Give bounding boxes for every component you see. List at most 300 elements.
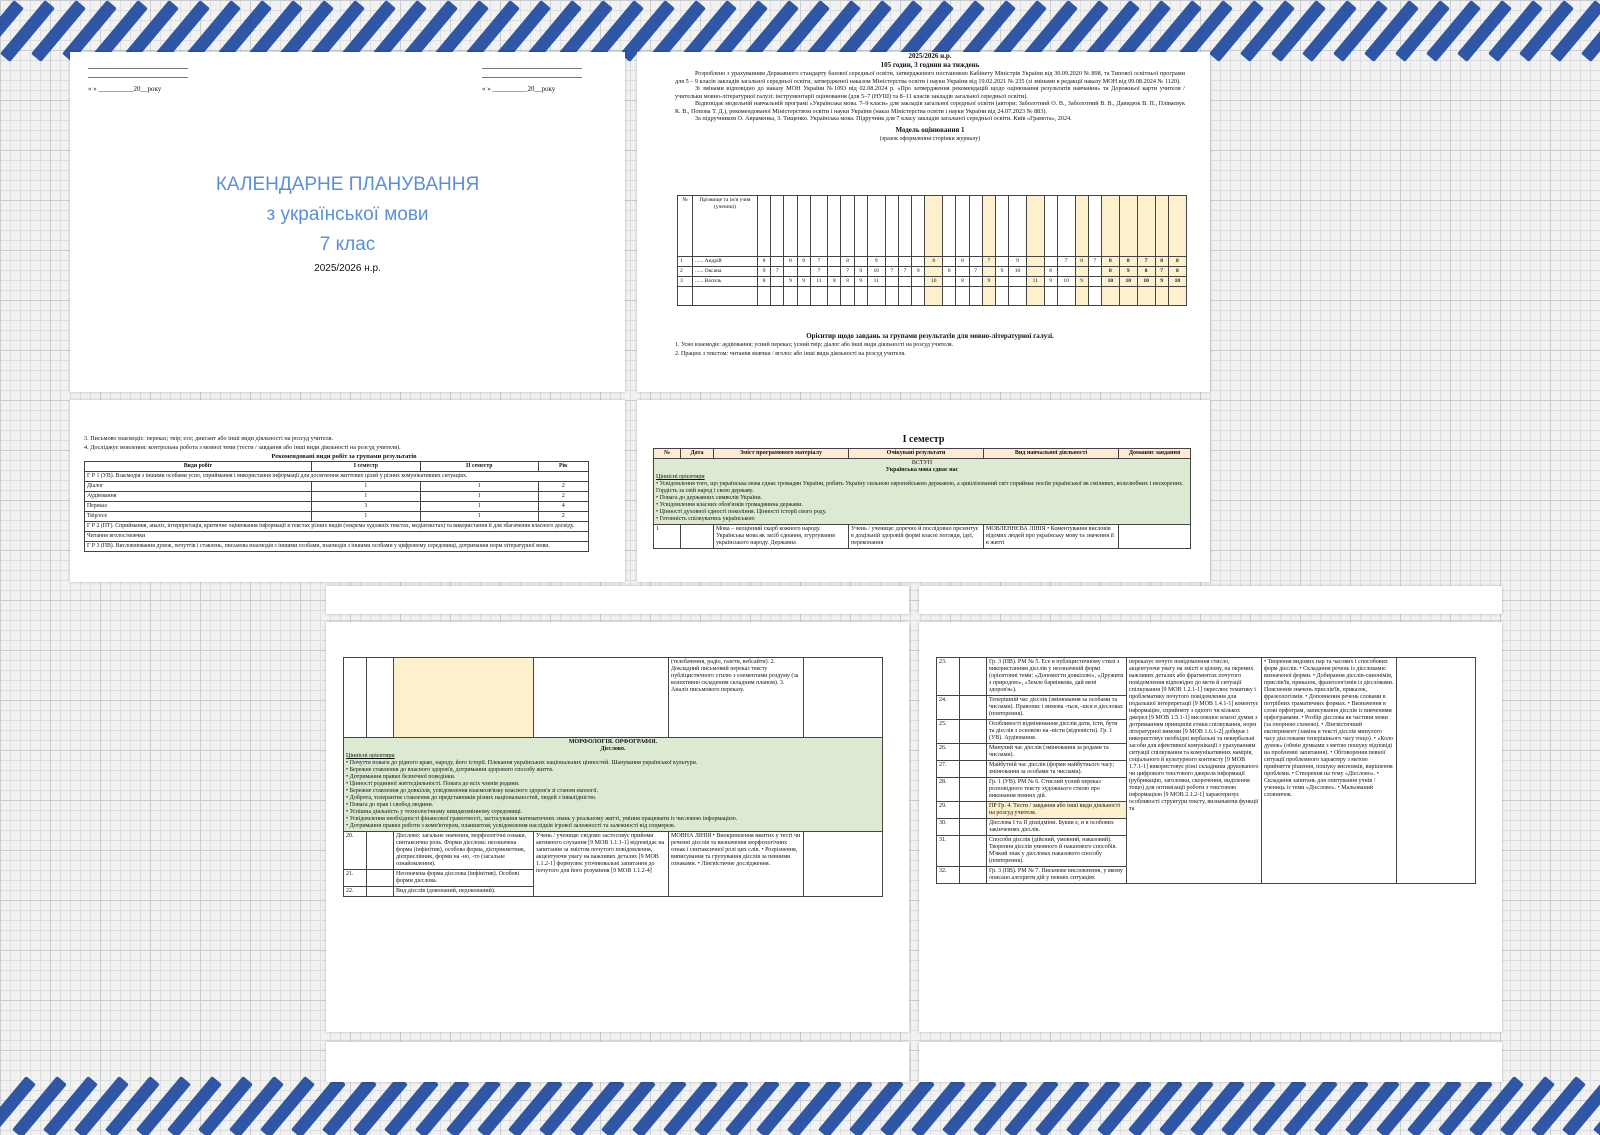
morph-row-date (367, 870, 394, 887)
morph-row-content: Вид дієслів (доконаний, недоконаний). (394, 887, 534, 897)
approval-left (88, 60, 188, 94)
grade-mark: 8 (1155, 257, 1168, 267)
grade-mark: 11 (1026, 277, 1044, 287)
lesson-row-date (960, 867, 987, 884)
grades-date-cell (1168, 196, 1186, 257)
morph-value-item: • Бережне ставлення до довкілля, усвідомлення взаємозв'язку власного здоров'я зі станом екології. (346, 788, 599, 794)
grades-row-name: ...... Оксана (693, 267, 758, 277)
grade-mark: 8 (956, 257, 969, 267)
lesson-row-content: Особливості відмінювання дієслів дати, їсти, бути та дієслів з основою на -вісти (відповісти). Гр. 1 (УВ). Аудіювання. (987, 720, 1127, 744)
grade-mark: 8 (956, 277, 969, 287)
grade-mark: 7 (1088, 257, 1101, 267)
morph-subtitle: Дієслово. (600, 746, 626, 752)
morph-value-text: Повага до прав і свобод людини. (349, 802, 434, 808)
grade-mark: 11 (867, 277, 885, 287)
grade-mark: 8 (1137, 267, 1155, 277)
grades-foot (1168, 287, 1186, 306)
grades-foot (854, 287, 867, 306)
orient-item-2: 2. Працює з текстом: читання мовчки / вголос або інші види діяльності на розсуд учителя. (675, 351, 906, 357)
grade-mark (771, 277, 784, 287)
grade-mark: 11 (810, 277, 828, 287)
lesson-row-date (960, 720, 987, 744)
morph-title: МОРФОЛОГІЯ. ОРФОГРАФІЯ. (568, 739, 658, 745)
grades-foot (758, 287, 771, 306)
grade-mark (885, 257, 898, 267)
lesson-row-content: Теперішній час дієслів (змінювання за особами та числами). Правопис і вимова -ться, -шся в дієсловах (повторення). (987, 696, 1127, 720)
morph-value-text: Успішна діяльність у технологічному швидкозмінному середовищі. (349, 809, 523, 815)
semester-table (653, 448, 1191, 549)
works-line-4: 4. Досліджує мовлення: контрольна робота з мовної теми (тести / завдання або інші види діяльності на розсуд учителя). (84, 444, 401, 451)
next-page-left (326, 1042, 909, 1082)
works-cell: 2 (538, 512, 588, 522)
grades-foot (841, 287, 854, 306)
morph-activity: МОВНА ЛІНІЯ • Виокремлення вжитих у тесті чи реченні дієслів та визначення морфологічних ознак і синтаксичної ролі цих слів. • Розрізнення, виписування та групування дієслів за певними ознаками. • Лінгвістичне дослідження. (669, 832, 804, 897)
next-page-right (919, 1042, 1502, 1082)
grade-mark: 9 (1155, 277, 1168, 287)
grades-foot (969, 287, 982, 306)
morph-values-title: Ціннісні орієнтири (346, 753, 395, 759)
grade-mark: 7 (771, 267, 784, 277)
grades-date-cell (810, 196, 828, 257)
grade-mark: 10 (1168, 277, 1186, 287)
grade-mark: 9 (797, 257, 810, 267)
works-header-sem1: I семестр (311, 462, 420, 472)
grades-date-cell (1009, 196, 1027, 257)
grades-foot (1088, 287, 1101, 306)
works-header-type: Види робіт (85, 462, 312, 472)
grades-date-cell (771, 196, 784, 257)
sem-header-date: Дата (681, 449, 714, 459)
grades-header-num: № (678, 196, 693, 257)
grade-mark (912, 257, 925, 267)
grade-mark: 7 (841, 267, 854, 277)
morph-row-content: Дієслово: загальне значення, морфологічні ознаки, синтаксична роль. Форми дієслова: неозначена форма (інфінітив), особова форма, дієприкметник, дієприслівник, форми на -но, -то (загальне ознайомлення). (394, 832, 534, 870)
grades-date-cell (1088, 196, 1101, 257)
grades-date-cell (1075, 196, 1088, 257)
morph-row-num: 22. (344, 887, 367, 897)
intro-hours: 105 годин, 3 години на тиждень (880, 61, 980, 69)
sem-intro-subtitle: Українська мова єднає нас (885, 467, 959, 473)
sem-value-item: • Усвідомлення власних обов'язків громадянина держави. (656, 502, 803, 508)
lesson-row-num: 31. (937, 836, 960, 867)
grades-foot (943, 287, 956, 306)
morph-value-text: Цінності родинної життєдіяльності. Повага до всіх членів родини. (349, 781, 520, 787)
lesson-row-num: 23. (937, 658, 960, 696)
sem-value-item: • Повага до державних символів України. (656, 495, 763, 501)
grades-row-num: 3 (678, 277, 693, 287)
lesson-row-date (960, 744, 987, 761)
grades-row-name: ...... Андрій (693, 257, 758, 267)
works-cell: 1 (420, 482, 538, 492)
cover-title (70, 170, 625, 260)
grades-foot (1026, 287, 1044, 306)
morph-top-num (344, 658, 367, 738)
lesson-row-content: ПР Гр. 4. Тести / завдання або інші види діяльності на розсуд учителя. (987, 802, 1127, 819)
grade-mark (854, 257, 867, 267)
works-table-title: Рекомендовані види робіт за групами результатів (271, 453, 417, 460)
intro-para-4: За підручником О. Авраменка, З. Тищенко. Українська мова. Підручник для 7 класу закладів загальної середньої освіти. Київ «Грамота», 2024. (695, 115, 1072, 122)
grade-mark: 9 (758, 267, 771, 277)
grades-date-cell (784, 196, 797, 257)
lesson-row-date (960, 802, 987, 819)
sem-header-activity: Вид навчальної діяльності (984, 449, 1119, 459)
grades-foot (885, 287, 898, 306)
title-line-3: 7 клас (319, 234, 376, 255)
grade-mark: 7 (810, 257, 828, 267)
morph-top-content (394, 658, 534, 738)
grade-mark: 8 (784, 257, 797, 267)
lesson-row-num: 25. (937, 720, 960, 744)
morph-value-item: • Успішна діяльність у технологічному швидкозмінному середовищі. (346, 809, 523, 815)
sem-value-item: • Цінності духовної єдності покоління. Цінності історії свого роду. (656, 509, 827, 515)
grade-mark: 8 (1101, 267, 1119, 277)
grade-mark: 9 (854, 267, 867, 277)
grade-mark: 8 (841, 277, 854, 287)
grade-mark: 8 (925, 257, 943, 267)
lesson-row-num: 24. (937, 696, 960, 720)
grades-date-cell (1026, 196, 1044, 257)
sem-row-homework (1119, 525, 1191, 549)
grades-foot (1155, 287, 1168, 306)
grade-mark (1026, 257, 1044, 267)
grade-mark: 8 (841, 257, 854, 267)
grades-date-cell (854, 196, 867, 257)
lesson-row-content: Способи дієслів (дійсний, умовний, наказовий). Творення дієслів умовного й наказового способів. М'який знак у дієсловах наказового способу (повторення). (987, 836, 1127, 867)
grade-mark (797, 267, 810, 277)
grade-mark: 9 (1009, 257, 1027, 267)
grade-mark: 9 (867, 257, 885, 267)
grades-foot (995, 287, 1008, 306)
grades-foot (1137, 287, 1155, 306)
grade-mark: 7 (1057, 257, 1075, 267)
grades-foot (784, 287, 797, 306)
morph-row-date (367, 887, 394, 897)
works-cell: 1 (420, 502, 538, 512)
grades-foot (693, 287, 758, 306)
cover-year: 2025/2026 н.р. (314, 263, 381, 274)
grade-mark (1009, 277, 1027, 287)
grades-foot (925, 287, 943, 306)
grade-mark: 9 (797, 277, 810, 287)
grade-mark (828, 257, 841, 267)
lesson-row-content: Майбутній час дієслів (форми майбутнього часу; змінювання за особами та числами). (987, 761, 1127, 778)
grade-mark (943, 277, 956, 287)
morphology-table (343, 657, 883, 897)
lesson-row-date (960, 819, 987, 836)
grade-mark: 10 (1009, 267, 1027, 277)
morph-value-item: • Повага до прав і свобод людини. (346, 802, 434, 808)
morph-value-item: • Усвідомлення необхідності фінансової грамотності, застосування математичних знань у реальному житті, уміння працювати із числовою інформацією. (346, 816, 738, 822)
works-header-sem2: II семестр (420, 462, 538, 472)
grade-mark: 8 (1075, 257, 1088, 267)
grade-mark (1026, 267, 1044, 277)
morph-values-block (344, 738, 883, 832)
works-cell: 2 (538, 482, 588, 492)
grade-mark: 9 (1075, 277, 1088, 287)
grades-foot (1101, 287, 1119, 306)
works-page (70, 400, 625, 582)
works-reading: Читання вголос/мовчки (85, 532, 589, 542)
lesson-homework (1397, 658, 1476, 884)
morph-value-item: • Доброта, толерантне ставлення до представників різних національностей, людей з інвалідністю. (346, 795, 597, 801)
grade-mark (1088, 277, 1101, 287)
works-header-year: Рік (538, 462, 588, 472)
morph-value-text: Доброта, толерантне ставлення до представників різних національностей, людей з інвалідністю. (349, 795, 597, 801)
grade-mark: 10 (1057, 277, 1075, 287)
sem-value-item: • Усвідомлення того, що українська мова єднає громадян України, робить Україну сильною європейською державою, а цивілізований світ сприймає носіїв української як сміливих, волелюбних і нескорених. Гордість за свій народ і свою державу. (656, 481, 1184, 494)
morph-row-num: 21. (344, 870, 367, 887)
grade-mark: 10 (867, 267, 885, 277)
grade-mark (771, 257, 784, 267)
grades-foot (797, 287, 810, 306)
grade-mark (982, 267, 995, 277)
grade-mark: 10 (1101, 277, 1119, 287)
works-cell: 4 (538, 502, 588, 512)
grades-foot (678, 287, 693, 306)
lesson-row-num: 27. (937, 761, 960, 778)
grades-date-cell (956, 196, 969, 257)
grade-mark: 7 (982, 257, 995, 267)
grade-mark (885, 277, 898, 287)
sem-value-text: Усвідомлення того, що українська мова єднає громадян України, робить Україну сильною європейською державою, а цивілізований світ сприймає носіїв української як сміливих, волелюбних і нескорених. Гордість за свій народ і свою державу. (656, 481, 1184, 494)
sem-value-text: Усвідомлення власних обов'язків громадянина держави. (659, 502, 803, 508)
sem-value-text: Готовність спілкуватись українською (659, 516, 755, 522)
intro-para-3: Відповідає модельній навчальній програмі «Українська мова. 7–9 класи» для закладів загальної середньої освіти (автори: Заболотний О. В., Заболотний В. В., Давидюк В. П., Пліваєвук К. В., Попова Т. Д.), рекомендованої Міністерством освіти і науки України (наказ Міністерства освіти і науки України від 24.07.2023 № 883). (675, 100, 1185, 115)
grade-mark: 10 (1119, 277, 1137, 287)
morph-top-result (534, 658, 669, 738)
lesson-row-content: Гр. 1 (УВ). РМ № 6. Стислий усний переказ розповідного тексту художнього стилю про виконання певних дій. (987, 778, 1127, 802)
semester-title: І семестр (902, 434, 945, 445)
lesson-row-num: 29. (937, 802, 960, 819)
morph-value-item: • Дотримання правил роботи з комп'ютером, планшетом; усвідомлення наслідків ігрової залежності та залежності від соцмереж. (346, 823, 676, 829)
morph-value-item: • Почуття поваги до рідного краю, народу, його історії. Плекання українських національних цінностей. Шанування української культури. (346, 760, 698, 766)
sem-value-text: Цінності духовної єдності покоління. Цінності історії свого роду. (659, 509, 827, 515)
prev-page-left (326, 586, 909, 614)
morph-row-date (367, 832, 394, 870)
grades-foot (982, 287, 995, 306)
morph-value-text: Бережне ставлення до власного здоров'я, дотримання здорового способу життя. (349, 767, 554, 773)
grades-date-cell (982, 196, 995, 257)
morph-value-text: Усвідомлення необхідності фінансової грамотності, застосування математичних знань у реальному житті, уміння працювати із числовою інформацією. (349, 816, 738, 822)
lesson-row-content: Минулий час дієслів (змінювання за родами та числами). (987, 744, 1127, 761)
grades-table (677, 195, 1187, 306)
grade-mark: 8 (1044, 267, 1057, 277)
grades-date-cell (1137, 196, 1155, 257)
grades-date-cell (925, 196, 943, 257)
orient-item-1: 1. Усно взаємодіє: аудіювання; усний переказ; усний твір; діалог або інші види діяльності на розсуд учителя. (675, 342, 954, 348)
lesson-row-num: 32. (937, 867, 960, 884)
morph-top-date (367, 658, 394, 738)
grade-mark (1088, 267, 1101, 277)
grade-mark: 7 (898, 267, 911, 277)
lesson-row-date (960, 836, 987, 867)
date-line-left: « » __________20__року (88, 85, 162, 93)
grade-mark (995, 257, 1008, 267)
lesson-row-num: 30. (937, 819, 960, 836)
grade-mark (898, 277, 911, 287)
sem-values-title: Ціннісні орієнтири (656, 474, 705, 480)
grades-date-cell (828, 196, 841, 257)
date-line-right: « » __________20__року (482, 85, 556, 93)
grade-mark: 8 (1168, 267, 1186, 277)
grade-mark (784, 267, 797, 277)
grade-mark: 8 (1168, 257, 1186, 267)
works-table (84, 461, 589, 552)
lesson-row-date (960, 778, 987, 802)
intro-year: 2025/2026 н.р. (908, 52, 952, 60)
model-subtitle: (зразок оформлення сторінки журналу) (879, 135, 981, 142)
grade-mark: 8 (943, 267, 956, 277)
grades-foot (1119, 287, 1137, 306)
bottom-stripe-border (0, 1074, 1600, 1135)
orient-title: Орієнтир щодо завдань за групами результатів для мовно-літературної галузі. (806, 332, 1054, 340)
grades-foot (1009, 287, 1027, 306)
grade-mark: 9 (912, 267, 925, 277)
sem-row-num: 1 (654, 525, 681, 549)
sem-header-num: № (654, 449, 681, 459)
grades-date-cell (885, 196, 898, 257)
grade-mark: 10 (1137, 277, 1155, 287)
model-title: Модель оцінювання 1 (895, 125, 965, 134)
sem-row-date (681, 525, 714, 549)
lesson-row-date (960, 761, 987, 778)
lesson-row-num: 28. (937, 778, 960, 802)
works-row-label: Аудіювання (85, 492, 312, 502)
grade-mark (969, 277, 982, 287)
grades-foot (956, 287, 969, 306)
works-row-label: Твір/есе (85, 512, 312, 522)
grades-date-cell (1119, 196, 1137, 257)
morph-row-num: 20. (344, 832, 367, 870)
morph-value-item: • Цінності родинної життєдіяльності. Повага до всіх членів родини. (346, 781, 520, 787)
sem-header-results: Очікувані результати (849, 449, 984, 459)
lesson-row-content: Гр. 3 (ПВ). РМ № 5. Есе в публіцистичному стилі з використанням дієслів у неозначеній формі (орієнтовні теми: «Допомогти довкіллю», «Дружити з природою», «Земле барвінкова, дай мені здоров'я»). (987, 658, 1127, 696)
grade-mark: 8 (758, 277, 771, 287)
sem-row-content: Мова – неоцінний скарб кожного народу. Українська мова як засіб єднання, згуртування українського народу. Державна (714, 525, 849, 549)
grade-mark: 9 (854, 277, 867, 287)
grade-mark: 9 (1044, 277, 1057, 287)
lesson-row-date (960, 658, 987, 696)
morphology-page (326, 622, 909, 1032)
grades-foot (1044, 287, 1057, 306)
grade-mark (898, 257, 911, 267)
grade-mark (925, 267, 943, 277)
grades-row (678, 277, 1187, 287)
morph-value-text: Почуття поваги до рідного краю, народу, його історії. Плекання українських національних цінностей. Шанування української культури. (349, 760, 698, 766)
grades-date-cell (1057, 196, 1075, 257)
sem-intro-block (654, 459, 1191, 525)
grade-mark: 8 (1119, 257, 1137, 267)
morph-value-text: Бережне ставлення до довкілля, усвідомлення взаємозв'язку власного здоров'я зі станом екології. (349, 788, 599, 794)
lesson-row-date (960, 696, 987, 720)
grades-row (678, 267, 1187, 277)
grade-mark (828, 267, 841, 277)
lesson-row-content: Дієслова I та II дієвідміни. Букви е, и в особових закінченнях дієслів. (987, 819, 1127, 836)
morph-result: Учень / учениця: свідомо застосовує прийоми активного слухання [9 МОВ 1.1.1-1] відповідає на запитання за змістом почутого повідомлення, акцентуючи увагу на важливих деталях [9 МОВ 1.1.2-1] формулює уточнювальні запитання до почутого для його розуміння [9 МОВ 1.1.2-4] (534, 832, 669, 897)
grade-mark: 9 (1119, 267, 1137, 277)
prev-page-right (919, 586, 1502, 614)
grade-mark: 9 (982, 277, 995, 287)
grade-mark: 7 (1137, 257, 1155, 267)
works-cell: 1 (420, 492, 538, 502)
grade-mark: 7 (969, 267, 982, 277)
works-group-3: Г Р 3 (ПВ). Висловлювання думок, почуттів і ставлень, письмова взаємодія з іншими особами, взаємодія з іншими особами у цифровому середовищі, дотримання норм літературної мови. (85, 542, 589, 552)
sem-header-homework: Домашнє завдання (1119, 449, 1191, 459)
grade-mark: 9 (784, 277, 797, 287)
works-row-label: Діалог (85, 482, 312, 492)
grades-header-name: Прізвище та ім'я учня (учениці) (693, 196, 758, 257)
grades-row-name: ...... Василь (693, 277, 758, 287)
morph-value-text: Дотримання правил безпечної поведінки. (349, 774, 456, 780)
grade-mark: 8 (828, 277, 841, 287)
cover-page (70, 52, 625, 392)
morph-value-item: • Дотримання правил безпечної поведінки. (346, 774, 456, 780)
grades-foot (1075, 287, 1088, 306)
grade-mark (1057, 267, 1075, 277)
works-cell: 2 (538, 492, 588, 502)
sem-value-text: Повага до державних символів України. (659, 495, 763, 501)
works-line-3: 3. Письмово взаємодіє: переказ; твір; есе; диктант або інші види діяльності на розсуд учителя. (84, 435, 334, 442)
title-line-2: з української мови (266, 204, 429, 225)
grades-foot (810, 287, 828, 306)
works-cell: 1 (311, 492, 420, 502)
grades-foot (867, 287, 885, 306)
approval-right (482, 60, 582, 94)
intro-page (637, 52, 1210, 392)
grades-date-cell (995, 196, 1008, 257)
morph-top-activity: (телебачення, радіо, газети, вебсайти). 2. Докладний письмовий переказ тексту публіцистичного стилю з елементами роздуму (за колективно складеним складним планом). 3. Аналіз письмового переказу. (669, 658, 804, 738)
works-cell: 1 (311, 482, 420, 492)
intro-para-1: Розроблено з урахуванням Державного стандарту базової середньої освіти, затвердженого постановою Кабінету Міністрів України від 30.09.2020 № 898, та Типової освітньої програми для 5 – 9 класів закладів загальної середньої освіти, затвердженої наказом Міністерства освіти і науки України від 19.02.2021 № 235 (зі змінами в редакції наказу МОН від 09.08.2024 № 1120). (675, 70, 1185, 85)
morph-value-item: • Бережне ставлення до власного здоров'я, дотримання здорового способу життя. (346, 767, 554, 773)
works-cell: 1 (420, 512, 538, 522)
grade-mark (956, 267, 969, 277)
grade-mark (1075, 267, 1088, 277)
grades-date-cell (1101, 196, 1119, 257)
morph-top-homework (804, 658, 883, 738)
grade-mark (943, 257, 956, 267)
sem-header-content: Зміст програмового матеріалу (714, 449, 849, 459)
grades-foot (771, 287, 784, 306)
lessons-table (936, 657, 1476, 884)
sem-value-item: • Готовність спілкуватись українською (656, 516, 755, 522)
grades-date-cell (898, 196, 911, 257)
grades-date-cell (1155, 196, 1168, 257)
grades-row (678, 257, 1187, 267)
grade-mark (969, 257, 982, 267)
grade-mark: 7 (1155, 267, 1168, 277)
grade-mark: 9 (995, 267, 1008, 277)
grade-mark: 8 (1101, 257, 1119, 267)
grade-mark (912, 277, 925, 287)
lesson-row-num: 26. (937, 744, 960, 761)
grade-mark: 7 (810, 267, 828, 277)
works-group-1: Г Р 1 (УВ). Взаємодія з іншими особами усно, сприймання і використання інформації для досягнення життєвих цілей у різних комунікативних ситуаціях. (85, 472, 589, 482)
grades-foot (912, 287, 925, 306)
grades-date-cell (797, 196, 810, 257)
works-group-2: Г Р 2 (ПТ). Сприймання, аналіз, інтерпретація, критичне оцінювання інформації в текстах різних видів (зокрема художніх текстах, медіатекстах) та використання її для збагачення власного досвіду. (85, 522, 589, 532)
grade-mark: 8 (758, 257, 771, 267)
grades-date-cell (912, 196, 925, 257)
lessons-page (919, 622, 1502, 1032)
grades-foot (1057, 287, 1075, 306)
morph-homework (804, 832, 883, 897)
grades-date-cell (943, 196, 956, 257)
lesson-activities: • Творення видових пар та часових і способових форм дієслів. • Складання речень із дієсловами: визначеної форми. • Добирання дієслів-синонімів, прислів'їв, приказок, фразеологізмів із дієсловами. Пояснення значень прислів'їв, приказок, фразеологізмів. • Доповнення речень словами в потрібних граматичних формах. • Визначення в слові орфограм, записування дієслів із вивченими орфограмами. • Розбір дієслова як частини мови (за опорною схемою). • Лінгвістичний експеримент (заміна в тексті дієслів минулого часу дієсловами теперішнього часу тощо). • «Коло думок» (обмін думками з метою пошуку відповіді на проблемні запитання). • Обговорення певної ситуації проблемного характеру з метою прийняття рішення, пошуку висновків, вирішення проблеми. • Створення на тему «Дієслово». • Складання запитань для опитування учнів / учениць із теми «Дієслово». • Мальований словничок. (1262, 658, 1397, 884)
grades-foot (828, 287, 841, 306)
grades-date-cell (1044, 196, 1057, 257)
semester-page (637, 400, 1210, 582)
